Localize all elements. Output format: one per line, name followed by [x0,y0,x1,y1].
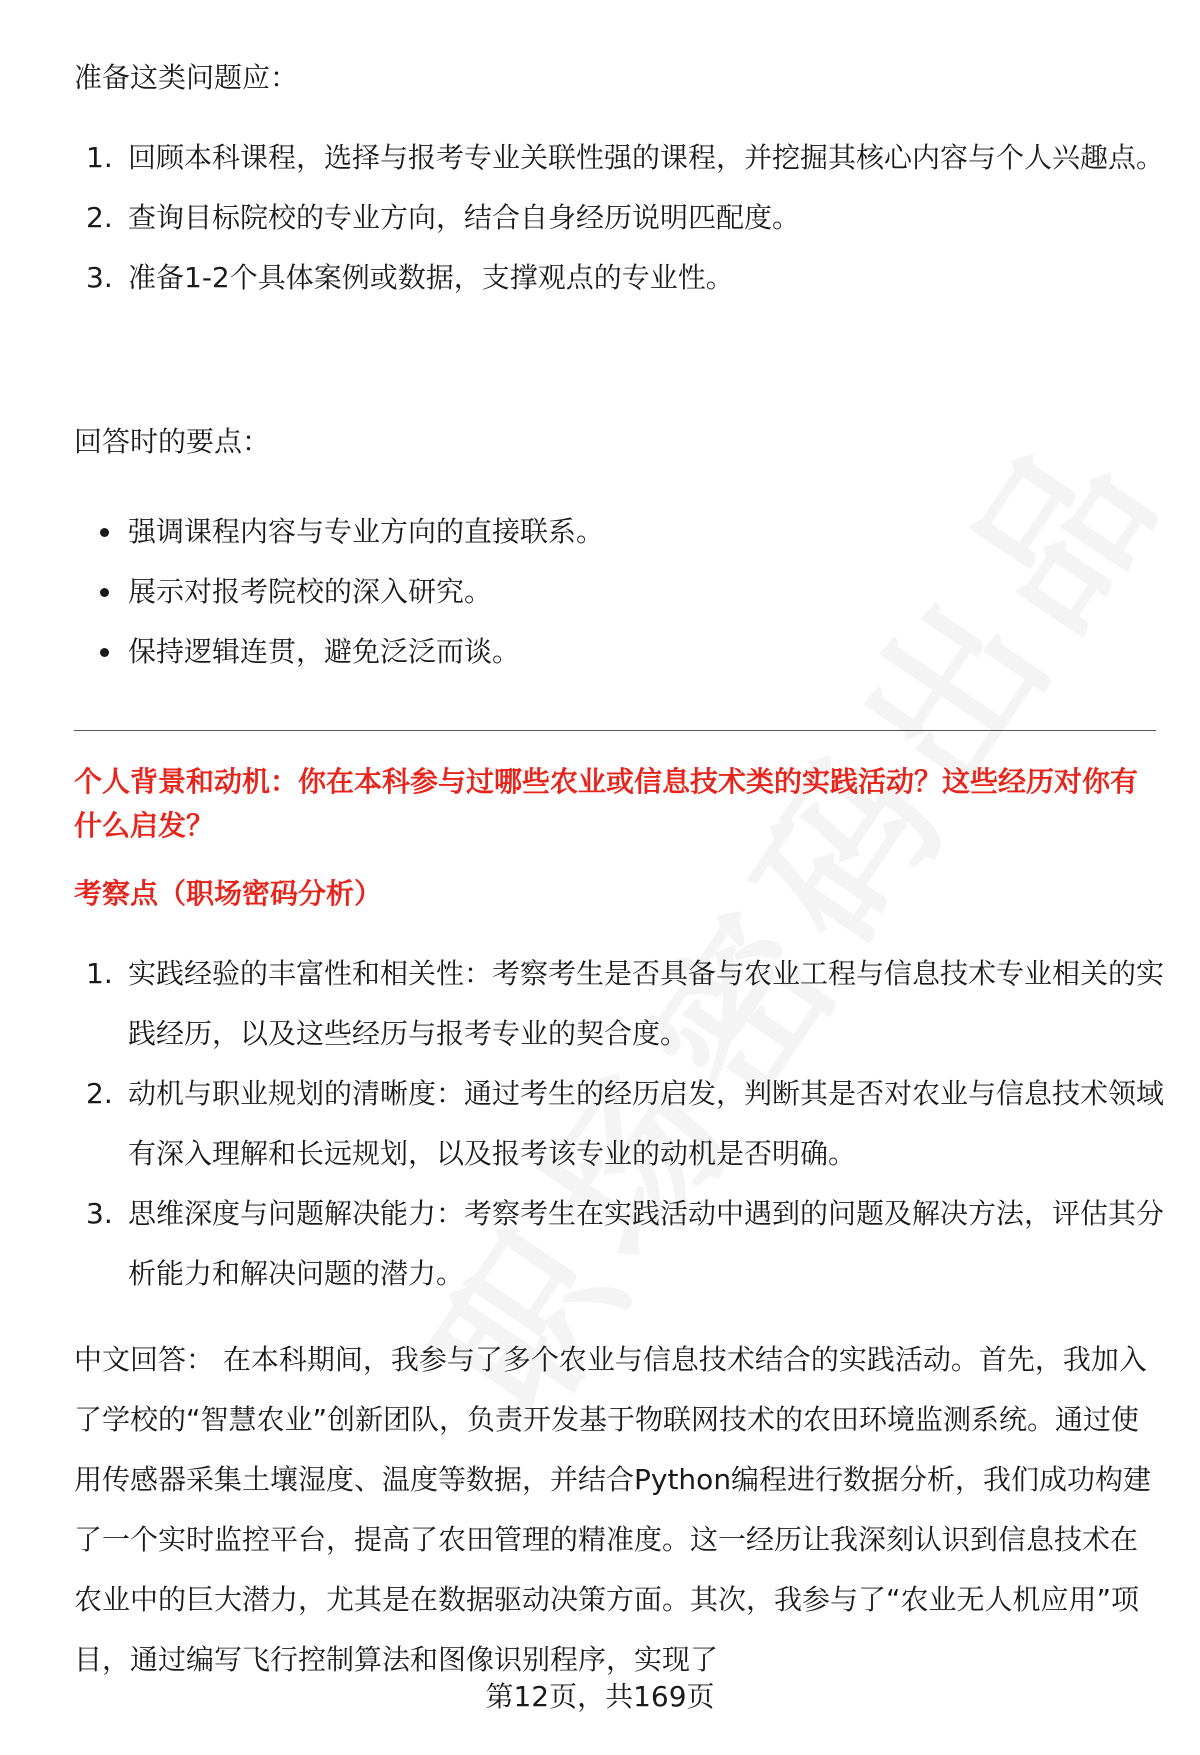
bullet-item [74,622,1164,682]
focus-list [74,944,1164,1304]
points-intro: 回答时的要点： [74,425,271,458]
bullet-item-text: 展示对报考院校的深入研究。 [128,575,493,608]
list-item: 2. 查询目标院校的专业方向，结合自身经历说明匹配度。 [86,201,801,234]
list-item-text: 查询目标院校的专业方向，结合自身经历说明匹配度。 [128,201,801,234]
page-number: 第12页，共169页 [485,1680,715,1713]
bullet-item-text: 强调课程内容与专业方向的直接联系。 [128,515,605,548]
bullet-icon [100,588,109,597]
list-item: 1. 实践经验的丰富性和相关性：考察考生是否具备与农业工程与信息技术专业相关的实践经历，以及这些经历与报考专业的契合度。 [86,957,1165,1050]
question-title: 个人背景和动机：你在本科参与过哪些农业或信息技术类的实践活动？这些经历对你有什么启发？ [74,765,1139,842]
list-item: 2. 动机与职业规划的清晰度：通过考生的经历启发，判断其是否对农业与信息技术领域有深入理解和长远规划，以及报考该专业的动机是否明确。 [86,1077,1165,1170]
answer-text: 中文回答： 在本科期间，我参与了多个农业与信息技术结合的实践活动。首先，我加入了学校的“智慧农业”创新团队，负责开发基于物联网技术的农田环境监测系统。通过使用传感器采集土壤湿度、温度等数据，并结合Python编程进行数据分析，我们成功构建了一个实时监控平台，提高了农田管理的精准度。这一经历让我深刻认识到信息技术在农业中的巨大潜力，尤其是在数据驱动决策方面。其次，我参与了“农业无人机应用”项目，通过编写飞行控制算法和图像识别程序，实现了 [74,1343,1152,1676]
bullet-item-text: 保持逻辑连贯，避免泛泛而谈。 [128,635,521,668]
bullet-item [74,562,1164,622]
bullet-icon [100,528,109,537]
list-item: 3. 准备1-2个具体案例或数据，支撑观点的专业性。 [86,261,734,294]
list-item: 1. 回顾本科课程，选择与报考专业关联性强的课程，并挖掘其核心内容与个人兴趣点。 [86,141,1165,174]
section-divider [74,730,1156,731]
list-item-text: 回顾本科课程，选择与报考专业关联性强的课程，并挖掘其核心内容与个人兴趣点。 [128,141,1165,174]
bullet-item [74,502,1164,562]
list-item-text: 动机与职业规划的清晰度：通过考生的经历启发，判断其是否对农业与信息技术领域有深入理解和长远规划，以及报考该专业的动机是否明确。 [128,1077,1165,1170]
bullet-icon [100,648,109,657]
list-item: 3. 思维深度与问题解决能力：考察考生在实践活动中遇到的问题及解决方法，评估其分析能力和解决问题的潜力。 [86,1197,1165,1290]
list-item-text: 准备1-2个具体案例或数据，支撑观点的专业性。 [128,261,734,294]
prep-list [74,128,1164,308]
prep-intro: 准备这类问题应： [74,61,299,94]
list-item-text: 实践经验的丰富性和相关性：考察考生是否具备与农业工程与信息技术专业相关的实践经历，以及这些经历与报考专业的契合度。 [128,957,1165,1050]
list-item-text: 思维深度与问题解决能力：考察考生在实践活动中遇到的问题及解决方法，评估其分析能力和解决问题的潜力。 [128,1197,1165,1290]
points-list [74,502,1164,682]
focus-title: 考察点（职场密码分析） [74,877,383,910]
